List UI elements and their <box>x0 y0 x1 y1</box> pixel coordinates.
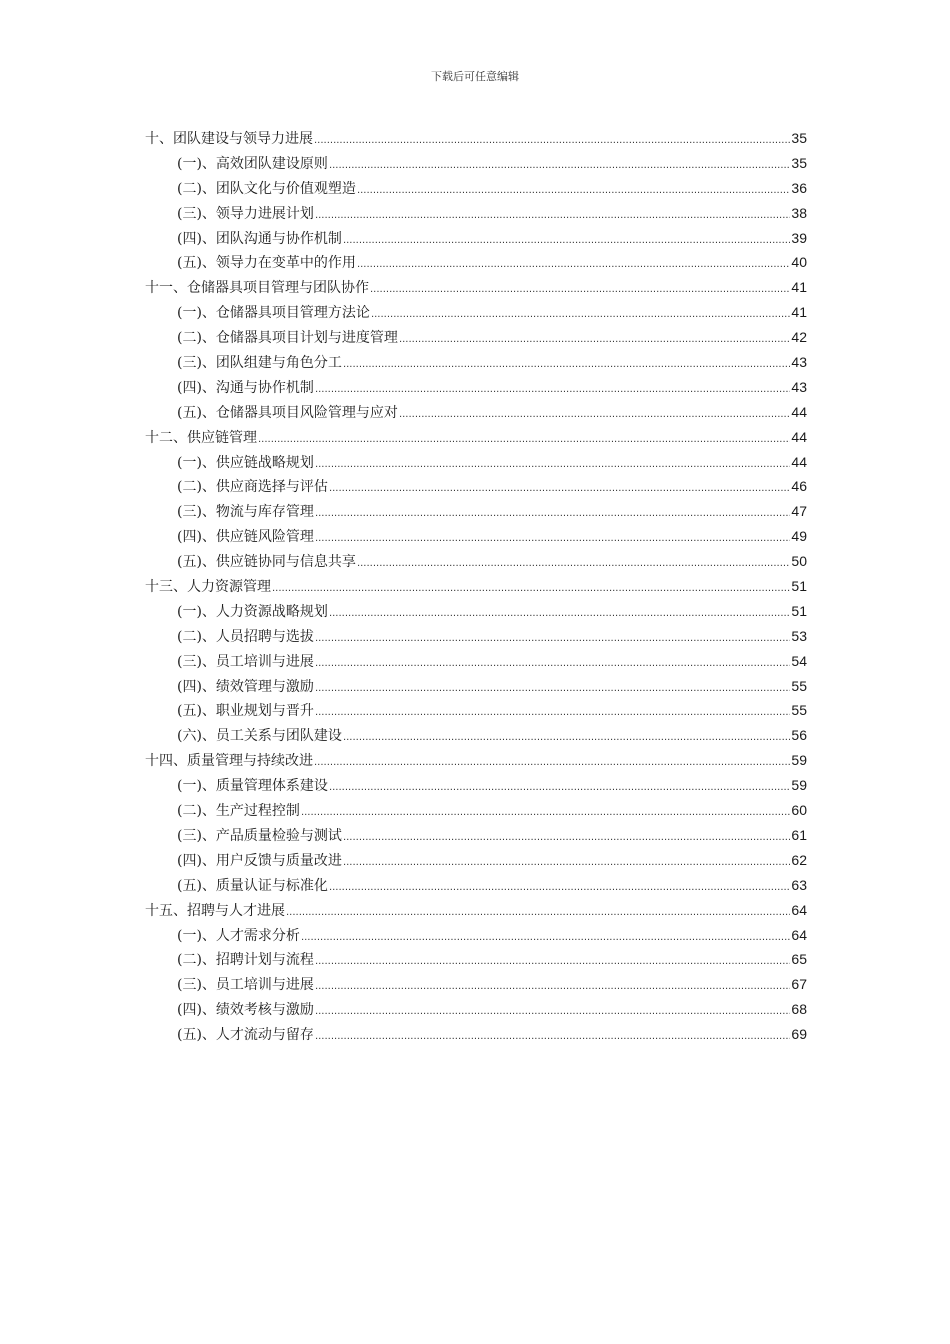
toc-dot-leader <box>399 403 790 428</box>
toc-entry-page-number: 42 <box>791 329 807 346</box>
page-header: 下载后可任意编辑 <box>431 70 519 83</box>
toc-entry-page-number: 39 <box>791 229 807 246</box>
toc-dot-leader <box>315 975 790 1000</box>
toc-dot-leader <box>258 428 790 453</box>
toc-entry-title: 十、团队建设与领导力进展 <box>145 131 313 147</box>
toc-dot-leader <box>343 353 790 378</box>
toc-dot-leader <box>315 204 790 229</box>
toc-section-entry[interactable] <box>145 1022 807 1047</box>
toc-entry-page-number: 67 <box>791 976 807 993</box>
toc-entry-title: (三)、员工培训与进展 <box>177 653 314 670</box>
toc-entry-title: (二)、供应商选择与评估 <box>177 479 328 496</box>
toc-dot-leader <box>315 652 790 677</box>
toc-dot-leader <box>343 851 790 876</box>
toc-dot-leader <box>314 751 790 776</box>
toc-section-entry[interactable] <box>145 823 807 848</box>
toc-entry-page-number: 62 <box>791 851 807 868</box>
toc-dot-leader <box>286 901 790 926</box>
toc-dot-leader <box>315 378 790 403</box>
toc-chapter-entry[interactable] <box>145 898 807 923</box>
toc-entry-page-number: 51 <box>791 602 807 619</box>
toc-entry-page-number: 41 <box>791 279 807 296</box>
toc-entry-title: (二)、生产过程控制 <box>177 803 300 820</box>
toc-entry-title: 十五、招聘与人才进展 <box>145 902 285 919</box>
toc-entry-title: (四)、绩效考核与激励 <box>177 1002 314 1019</box>
toc-dot-leader <box>315 950 790 975</box>
toc-entry-title: (四)、用户反馈与质量改进 <box>177 852 342 869</box>
toc-dot-leader <box>315 1000 790 1025</box>
toc-entry-page-number: 56 <box>791 727 807 744</box>
toc-dot-leader <box>329 876 790 901</box>
toc-section-entry[interactable] <box>145 997 807 1022</box>
toc-chapter-entry[interactable] <box>145 574 807 599</box>
toc-dot-leader <box>357 552 790 577</box>
toc-entry-title: (四)、沟通与协作机制 <box>177 379 314 396</box>
toc-section-entry[interactable] <box>145 624 807 649</box>
toc-entry-page-number: 41 <box>791 304 807 321</box>
toc-entry-page-number: 69 <box>791 1026 807 1043</box>
toc-dot-leader <box>329 776 790 801</box>
toc-entry-title: (二)、招聘计划与流程 <box>177 952 314 969</box>
toc-section-entry[interactable] <box>145 250 807 275</box>
toc-entry-page-number: 35 <box>791 154 807 171</box>
toc-section-entry[interactable] <box>145 723 807 748</box>
toc-entry-title: (二)、团队文化与价值观塑造 <box>177 180 356 197</box>
toc-entry-title: (四)、供应链风险管理 <box>177 529 314 546</box>
toc-entry-page-number: 61 <box>791 826 807 843</box>
toc-dot-leader <box>314 129 790 154</box>
toc-dot-leader <box>371 303 790 328</box>
toc-chapter-entry[interactable] <box>145 126 807 151</box>
toc-section-entry[interactable] <box>145 698 807 723</box>
toc-section-entry[interactable] <box>145 773 807 798</box>
toc-dot-leader <box>315 627 790 652</box>
toc-chapter-entry[interactable] <box>145 425 807 450</box>
toc-entry-title: (四)、团队沟通与协作机制 <box>177 230 342 247</box>
toc-entry-title: 十三、人力资源管理 <box>145 579 271 596</box>
toc-entry-page-number: 44 <box>791 428 807 445</box>
toc-entry-page-number: 59 <box>791 752 807 769</box>
toc-entry-title: 十一、仓储器具项目管理与团队协作 <box>145 280 369 297</box>
toc-section-entry[interactable] <box>145 474 807 499</box>
toc-entry-page-number: 35 <box>791 130 807 146</box>
toc-entry-title: (三)、团队组建与角色分工 <box>177 355 342 372</box>
toc-entry-page-number: 40 <box>791 254 807 271</box>
toc-entry-page-number: 36 <box>791 179 807 196</box>
toc-dot-leader <box>343 826 790 851</box>
toc-entry-page-number: 63 <box>791 876 807 893</box>
toc-entry-page-number: 38 <box>791 204 807 221</box>
toc-entry-page-number: 65 <box>791 951 807 968</box>
toc-entry-title: (二)、人员招聘与选拔 <box>177 628 314 645</box>
toc-entry-page-number: 55 <box>791 702 807 719</box>
toc-entry-title: (一)、仓储器具项目管理方法论 <box>177 305 370 322</box>
toc-dot-leader <box>315 1025 790 1050</box>
toc-section-entry[interactable] <box>145 848 807 873</box>
toc-dot-leader <box>301 926 790 951</box>
toc-section-entry[interactable] <box>145 923 807 948</box>
toc-entry-title: (五)、供应链协同与信息共享 <box>177 554 356 571</box>
toc-section-entry[interactable] <box>145 375 807 400</box>
toc-dot-leader <box>399 328 790 353</box>
toc-entry-page-number: 64 <box>791 901 807 918</box>
toc-dot-leader <box>329 602 790 627</box>
toc-dot-leader <box>343 726 790 751</box>
toc-dot-leader <box>315 701 790 726</box>
toc-entry-page-number: 43 <box>791 354 807 371</box>
toc-section-entry[interactable] <box>145 226 807 251</box>
toc-entry-page-number: 44 <box>791 453 807 470</box>
toc-entry-title: (五)、职业规划与晋升 <box>177 703 314 720</box>
toc-dot-leader <box>343 229 790 254</box>
toc-entry-title: 十二、供应链管理 <box>145 429 257 446</box>
toc-entry-title: (一)、质量管理体系建设 <box>177 778 328 795</box>
toc-dot-leader <box>329 154 790 179</box>
toc-section-entry[interactable] <box>145 400 807 425</box>
toc-dot-leader <box>315 453 790 478</box>
toc-entry-page-number: 68 <box>791 1001 807 1018</box>
toc-section-entry[interactable] <box>145 649 807 674</box>
toc-dot-leader <box>315 677 790 702</box>
toc-dot-leader <box>301 801 790 826</box>
toc-entry-page-number: 64 <box>791 926 807 943</box>
toc-entry-title: (一)、供应链战略规划 <box>177 454 314 471</box>
toc-dot-leader <box>357 253 790 278</box>
table-of-contents <box>145 126 807 1047</box>
toc-entry-title: (三)、产品质量检验与测试 <box>177 827 342 844</box>
toc-section-entry[interactable] <box>145 873 807 898</box>
toc-entry-page-number: 51 <box>791 578 807 595</box>
toc-dot-leader <box>272 577 790 602</box>
toc-dot-leader <box>315 527 790 552</box>
toc-section-entry[interactable] <box>145 674 807 699</box>
toc-entry-page-number: 49 <box>791 528 807 545</box>
toc-section-entry[interactable] <box>145 798 807 823</box>
toc-entry-page-number: 59 <box>791 777 807 794</box>
toc-section-entry[interactable] <box>145 300 807 325</box>
toc-section-entry[interactable] <box>145 201 807 226</box>
toc-entry-title: (六)、员工关系与团队建设 <box>177 728 342 745</box>
toc-dot-leader <box>370 278 790 303</box>
toc-section-entry[interactable] <box>145 499 807 524</box>
toc-section-entry[interactable] <box>145 549 807 574</box>
toc-section-entry[interactable] <box>145 151 807 176</box>
toc-section-entry[interactable] <box>145 176 807 201</box>
toc-entry-title: (三)、领导力进展计划 <box>177 205 314 222</box>
toc-entry-page-number: 54 <box>791 652 807 669</box>
toc-section-entry[interactable] <box>145 972 807 997</box>
toc-entry-title: (一)、高效团队建设原则 <box>177 155 328 172</box>
toc-section-entry[interactable] <box>145 947 807 972</box>
toc-entry-page-number: 44 <box>791 403 807 420</box>
toc-entry-title: (五)、领导力在变革中的作用 <box>177 255 356 272</box>
toc-entry-title: (五)、人才流动与留存 <box>177 1027 314 1044</box>
toc-entry-title: (五)、仓储器具项目风险管理与应对 <box>177 404 398 421</box>
toc-entry-title: (一)、人力资源战略规划 <box>177 603 328 620</box>
toc-dot-leader <box>357 179 790 204</box>
toc-entry-title: 十四、质量管理与持续改进 <box>145 753 313 770</box>
toc-chapter-entry[interactable] <box>145 275 807 300</box>
toc-entry-page-number: 46 <box>791 478 807 495</box>
toc-entry-title: (一)、人才需求分析 <box>177 927 300 944</box>
toc-entry-title: (五)、质量认证与标准化 <box>177 877 328 894</box>
toc-entry-title: (四)、绩效管理与激励 <box>177 678 314 695</box>
toc-entry-page-number: 43 <box>791 378 807 395</box>
toc-section-entry[interactable] <box>145 599 807 624</box>
toc-chapter-entry[interactable] <box>145 748 807 773</box>
toc-section-entry[interactable] <box>145 524 807 549</box>
toc-entry-page-number: 55 <box>791 677 807 694</box>
toc-entry-title: (二)、仓储器具项目计划与进度管理 <box>177 330 398 347</box>
toc-section-entry[interactable] <box>145 325 807 350</box>
toc-entry-page-number: 50 <box>791 553 807 570</box>
toc-entry-title: (三)、物流与库存管理 <box>177 504 314 521</box>
toc-dot-leader <box>315 502 790 527</box>
toc-entry-page-number: 47 <box>791 503 807 520</box>
toc-dot-leader <box>329 477 790 502</box>
toc-section-entry[interactable] <box>145 350 807 375</box>
toc-entry-page-number: 53 <box>791 627 807 644</box>
toc-entry-title: (三)、员工培训与进展 <box>177 977 314 994</box>
toc-section-entry[interactable] <box>145 450 807 475</box>
toc-entry-page-number: 60 <box>791 802 807 819</box>
